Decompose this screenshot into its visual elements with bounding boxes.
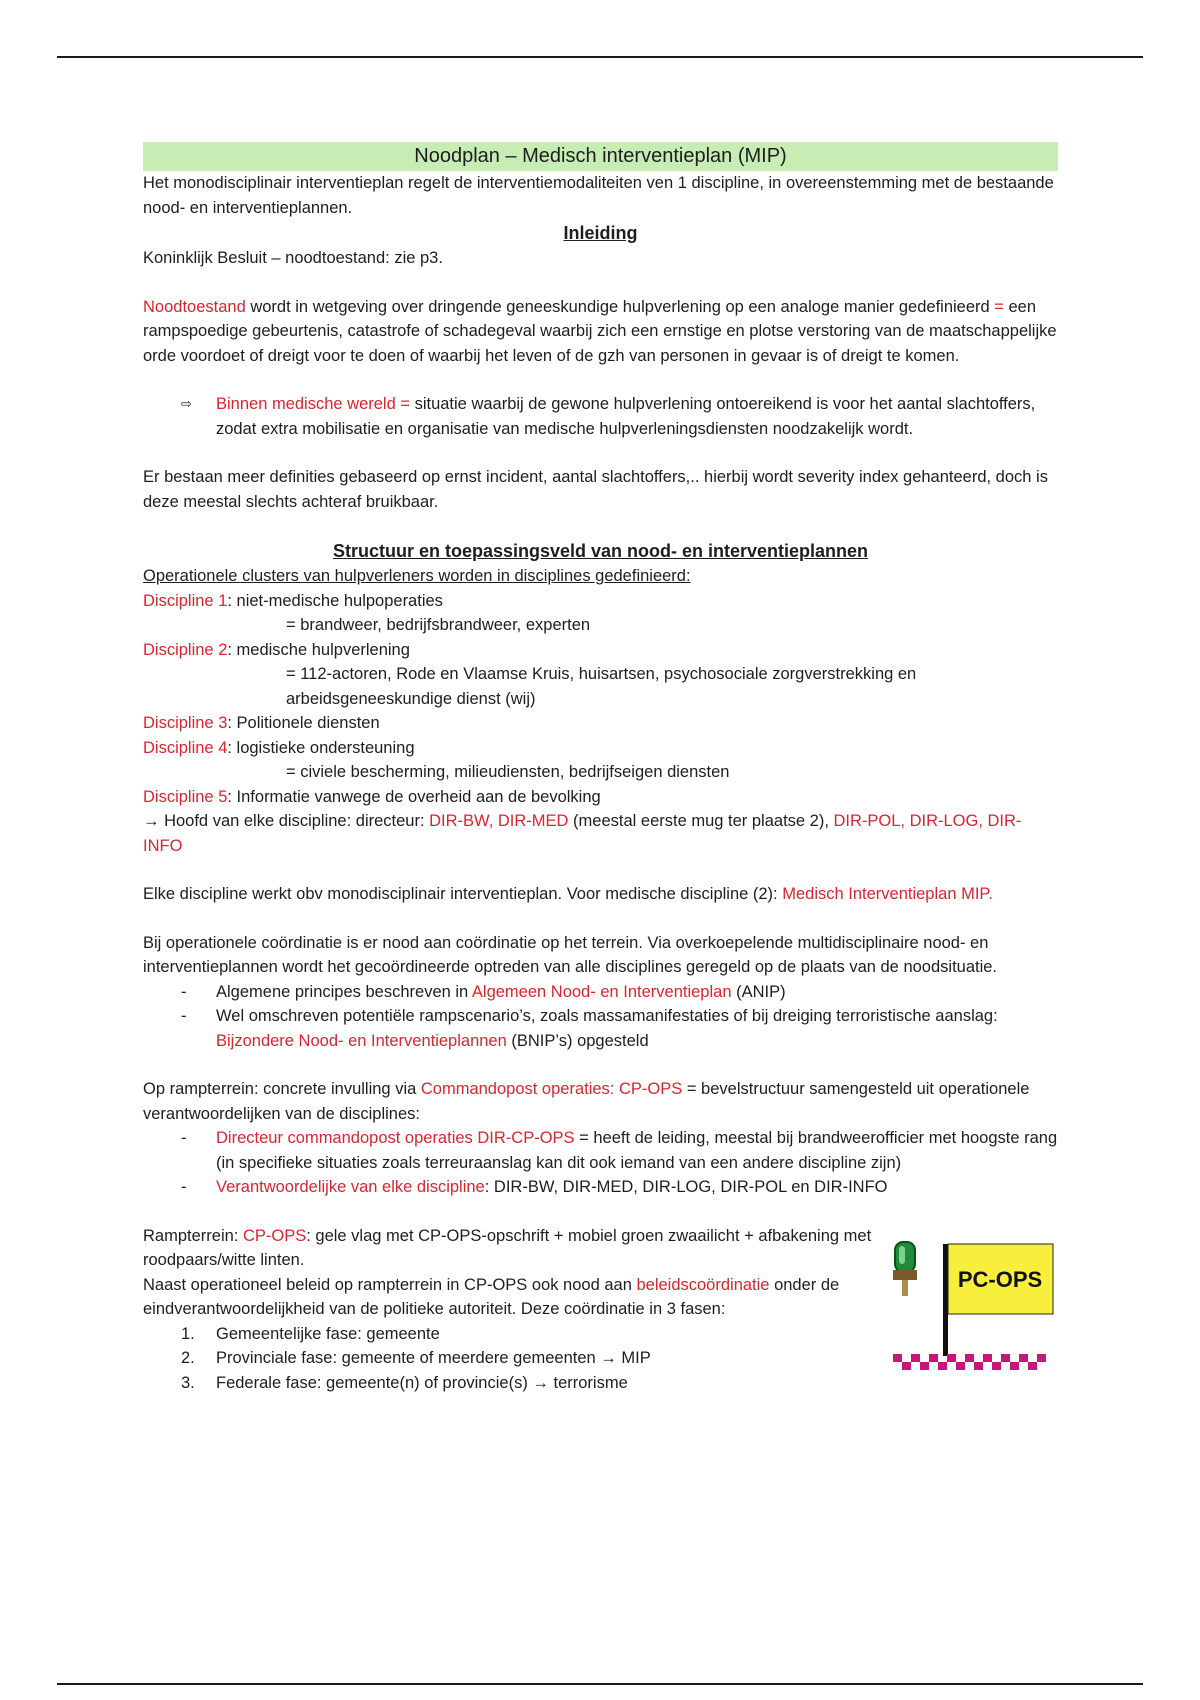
discipline-1: Discipline 1: niet-medische hulpoperaties xyxy=(143,591,443,610)
flag-label: PC-OPS xyxy=(957,1266,1043,1292)
arrow-right-icon: ⇨ xyxy=(181,396,192,411)
cp-ops-illustration xyxy=(883,1224,1058,1374)
barrier-tape-icon xyxy=(893,1354,1046,1370)
top-rule xyxy=(57,56,1143,58)
discipline-3: Discipline 3: Politionele diensten xyxy=(143,714,380,732)
intro-paragraph: Het monodisciplinair interventieplan regelt de interventiemodaliteiten ven 1 discipline, in overeenstemming met de bestaande nood- en interventieplannen. xyxy=(143,174,1054,217)
discipline-4: Discipline 4: logistieke ondersteuning xyxy=(143,738,415,757)
cp-ops-block xyxy=(143,1224,1058,1396)
discipline-1-detail: = brandweer, bedrijfsbrandweer, experten xyxy=(286,616,591,634)
fase-2: 2. Provinciale fase: gemeente of meerdere gemeenten → MIP xyxy=(181,1349,651,1367)
page-title: Noodplan – Medisch interventieplan (MIP) xyxy=(143,142,1058,171)
term-binnen-medische-wereld: Binnen medische wereld = xyxy=(216,395,410,413)
discipline-4-detail: = civiele bescherming, milieudiensten, bedrijfseigen diensten xyxy=(286,763,730,781)
discipline-5: Discipline 5: Informatie vanwege de overheid aan de bevolking xyxy=(143,787,601,806)
kb-paragraph: Koninklijk Besluit – noodtoestand: zie p3. xyxy=(143,249,443,267)
fase-3: 3. Federale fase: gemeente(n) of provincie(s) → terrorisme xyxy=(181,1373,628,1392)
term-noodtoestand: Noodtoestand xyxy=(143,297,246,316)
discipline-2: Discipline 2: medische hulpverlening xyxy=(143,640,410,659)
coordinatie-paragraph: Bij operationele coördinatie is er nood aan coördinatie op het terrein. Via overkoepelende multidisciplinaire nood- en interventieplannen wordt het gecoördineerde optreden van alle disciplines geregeld op de plaats van de noodsituatie. xyxy=(143,933,998,976)
cp-ops-flag-icon xyxy=(943,1244,1053,1356)
fase-1: 1. Gemeentelijke fase: gemeente xyxy=(181,1324,440,1343)
bottom-rule xyxy=(57,1683,1143,1685)
discipline-2-detail: = 112-actoren, Rode en Vlaamse Kruis, huisartsen, psychosociale zorgverstrekking en arbeidsgeneeskundige dienst (wij) xyxy=(286,665,917,708)
definities-paragraph: Er bestaan meer definities gebaseerd op ernst incident, aantal slachtoffers,.. hierbij wordt severity index gehanteerd, doch is deze meestal slechts achteraf bruikbaar. xyxy=(143,468,1048,511)
beleid-paragraph: Naast operationeel beleid op rampterrein in CP-OPS ook nood aan beleidscoördinatie onder de eindverantwoordelijkheid van de politieke autoriteit. Deze coördinatie in 3 fasen: xyxy=(143,1275,840,1318)
dir-cp-ops-item: - Directeur commandopost operaties DIR-CP-OPS = heeft de leiding, meestal bij brandweerofficier met hoogste rang (in specifieke situaties zoals terreuraanslag kan dit ook iemand van een andere discipline zijn) xyxy=(181,1129,1058,1172)
bnip-item: - Wel omschreven potentiële rampscenario’s, zoals massamanifestaties of bij dreiging terroristische aanslag: Bijzondere Nood- en Interventieplannen (BNIP’s) opgesteld xyxy=(181,1007,998,1050)
document-page xyxy=(143,142,1058,1395)
verantwoordelijke-item: - Verantwoordelijke van elke discipline: DIR-BW, DIR-MED, DIR-LOG, DIR-POL en DIR-INFO xyxy=(181,1178,888,1196)
green-beacon-icon xyxy=(893,1242,917,1296)
heading-inleiding: Inleiding xyxy=(563,223,638,243)
hoofd-paragraph: → Hoofd van elke discipline: directeur: DIR-BW, DIR-MED (meestal eerste mug ter plaatse 2), DIR-POL, DIR-LOG, DIR-INFO xyxy=(143,812,1022,855)
noodtoestand-paragraph: Noodtoestand wordt in wetgeving over dringende geneeskundige hulpverlening op een analoge manier gedefinieerd = een rampspoedige gebeurtenis, catastrofe of schadegeval waarbij zich een ernstige en plotse verstoring van de maatschappelijke orde voordoet of dreigt voor te doen of waarbij het leven of de gzh van personen in gevaar is of dreigt te komen. xyxy=(143,297,1057,365)
binnen-medische-wereld-item: ⇨ Binnen medische wereld = situatie waarbij de gewone hulpverlening ontoereikend is voor het aantal slachtoffers, zodat extra mobilisatie en organisatie van medische hulpverleningsdiensten noodzakelijk wordt. xyxy=(143,392,1058,441)
cp-ops-paragraph: Rampterrein: CP-OPS: gele vlag met CP-OPS-opschrift + mobiel groen zwaailicht + afbakening met roodpaars/witte linten. xyxy=(143,1226,872,1269)
clusters-line: Operationele clusters van hulpverleners worden in disciplines gedefinieerd: xyxy=(143,567,691,585)
heading-structuur: Structuur en toepassingsveld van nood- en interventieplannen xyxy=(332,541,869,561)
rampterrein-paragraph: Op rampterrein: concrete invulling via Commandopost operaties: CP-OPS = bevelstructuur samengesteld uit operationele verantwoordelijken van de disciplines: xyxy=(143,1080,1030,1123)
elke-discipline-paragraph: Elke discipline werkt obv monodisciplinair interventieplan. Voor medische discipline (2): Medisch Interventieplan MIP. xyxy=(143,885,993,903)
anip-item: - Algemene principes beschreven in Algemeen Nood- en Interventieplan (ANIP) xyxy=(181,982,786,1001)
